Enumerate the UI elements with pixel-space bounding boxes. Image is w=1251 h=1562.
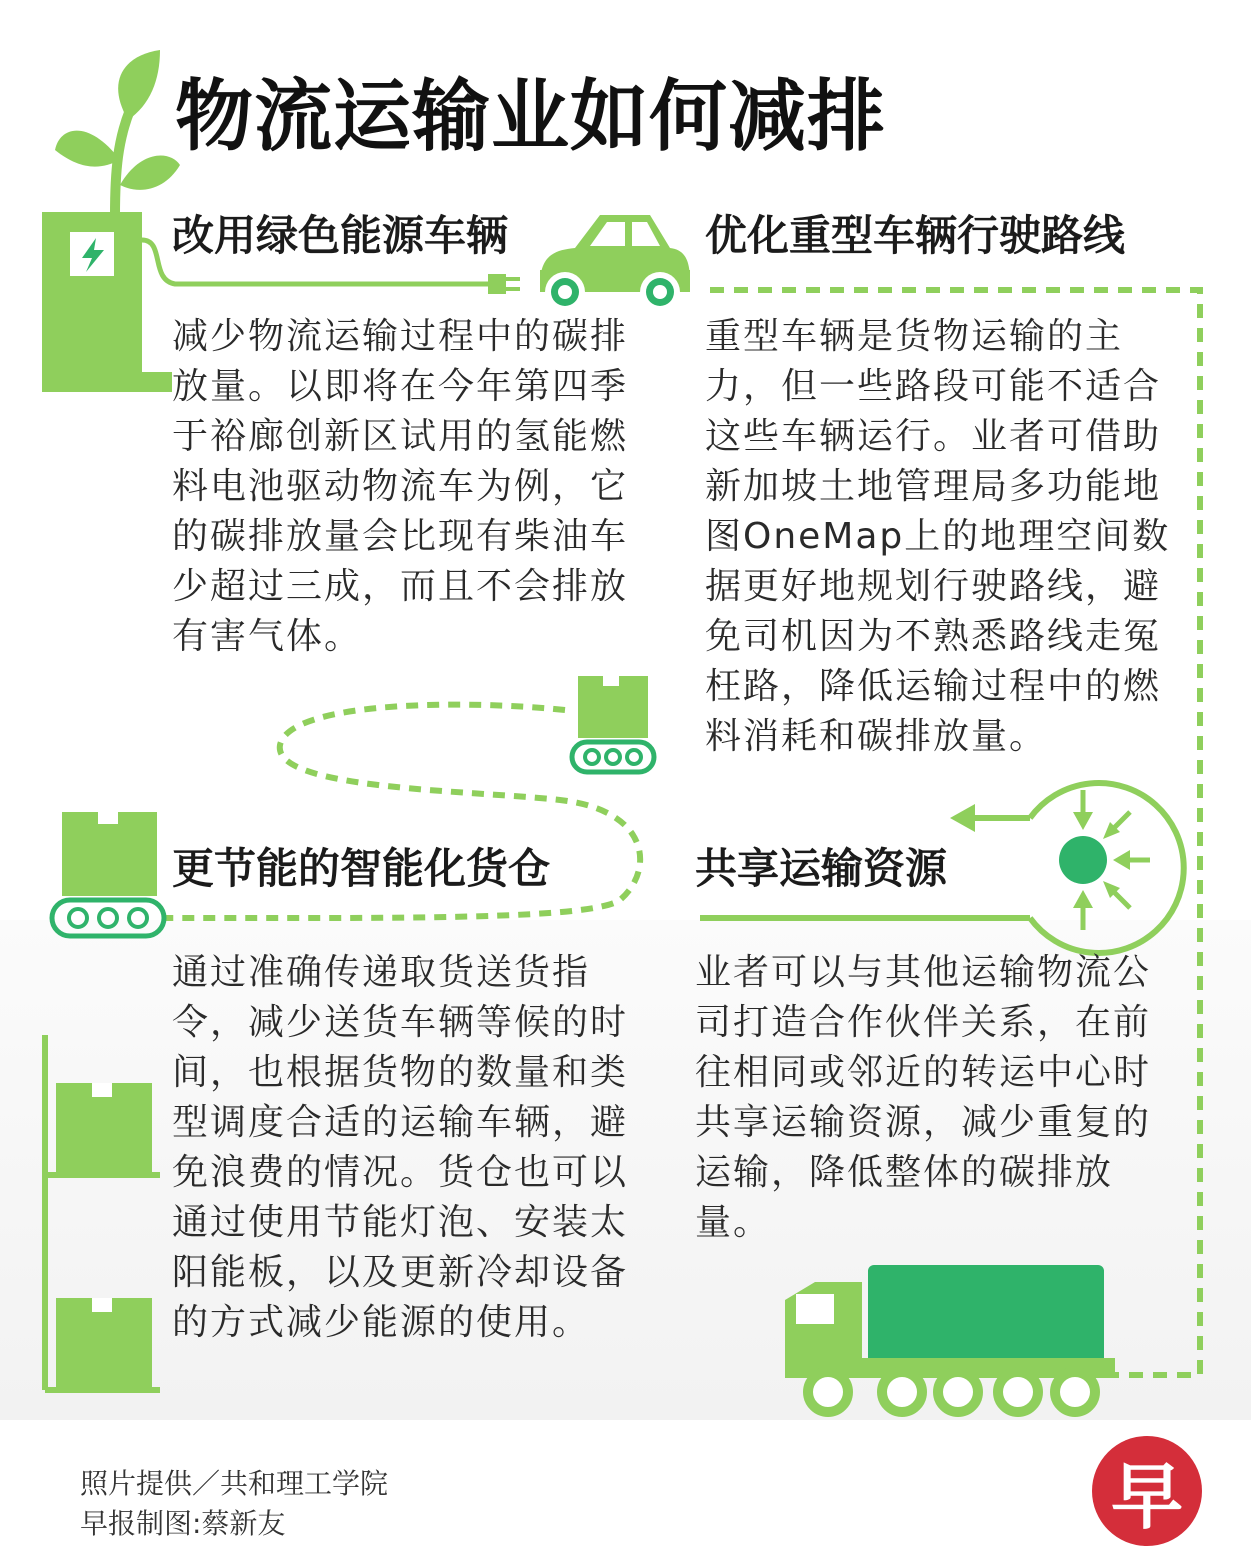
shelf-icon (45, 1035, 160, 1390)
section-heading-shared-resources: 共享运输资源 (695, 844, 948, 893)
zaobao-logo-icon (1092, 1436, 1202, 1546)
conveyor-box-icon (52, 812, 164, 936)
section-heading-route-optimization: 优化重型车辆行驶路线 (705, 211, 1126, 260)
section-heading-green-vehicles: 改用绿色能源车辆 (172, 211, 509, 260)
car-icon (540, 215, 690, 312)
logo-char: 早 (1110, 1455, 1183, 1539)
photo-credit: 照片提供／共和理工学院 (80, 1467, 389, 1500)
conveyor-box-icon (572, 676, 654, 772)
graphic-credit: 早报制图:蔡新友 (80, 1507, 286, 1540)
section-text-green-vehicles: 减少物流运输过程中的碳排放量。以即将在今年第四季于裕廊创新区试用的氢能燃料电池驱动物流车为例，它的碳排放量会比现有柴油车少超过三成，而且不会排放有害气体。 (172, 316, 629, 657)
section-text-shared-resources: 业者可以与其他运输物流公司打造合作伙伴关系，在前往相同或邻近的转运中心时共享运输资源，减少重复的运输，降低整体的碳排放量。 (695, 952, 1152, 1243)
truck-icon (785, 1265, 1115, 1412)
section-text-route-optimization: 重型车辆是货物运输的主力，但一些路段可能不适合这些车辆运行。业者可借助新加坡土地管理局多功能地图OneMap上的地理空间数据更好地规划行驶路线，避免司机因为不熟悉路线走冤枉路，降低运输过程中的燃料消耗和碳排放量。 (705, 316, 1171, 757)
plant-icon (55, 50, 180, 215)
section-text-smart-warehouse: 通过准确传递取货送货指令，减少送货车辆等候的时间，也根据货物的数量和类型调度合适的运输车辆，避免浪费的情况。货仓也可以通过使用节能灯泡、安装太阳能板，以及更新冷却设备的方式减少能源的使用。 (172, 952, 629, 1343)
section-heading-smart-warehouse: 更节能的智能化货仓 (172, 844, 551, 893)
page-title: 物流运输业如何减排 (175, 72, 887, 162)
